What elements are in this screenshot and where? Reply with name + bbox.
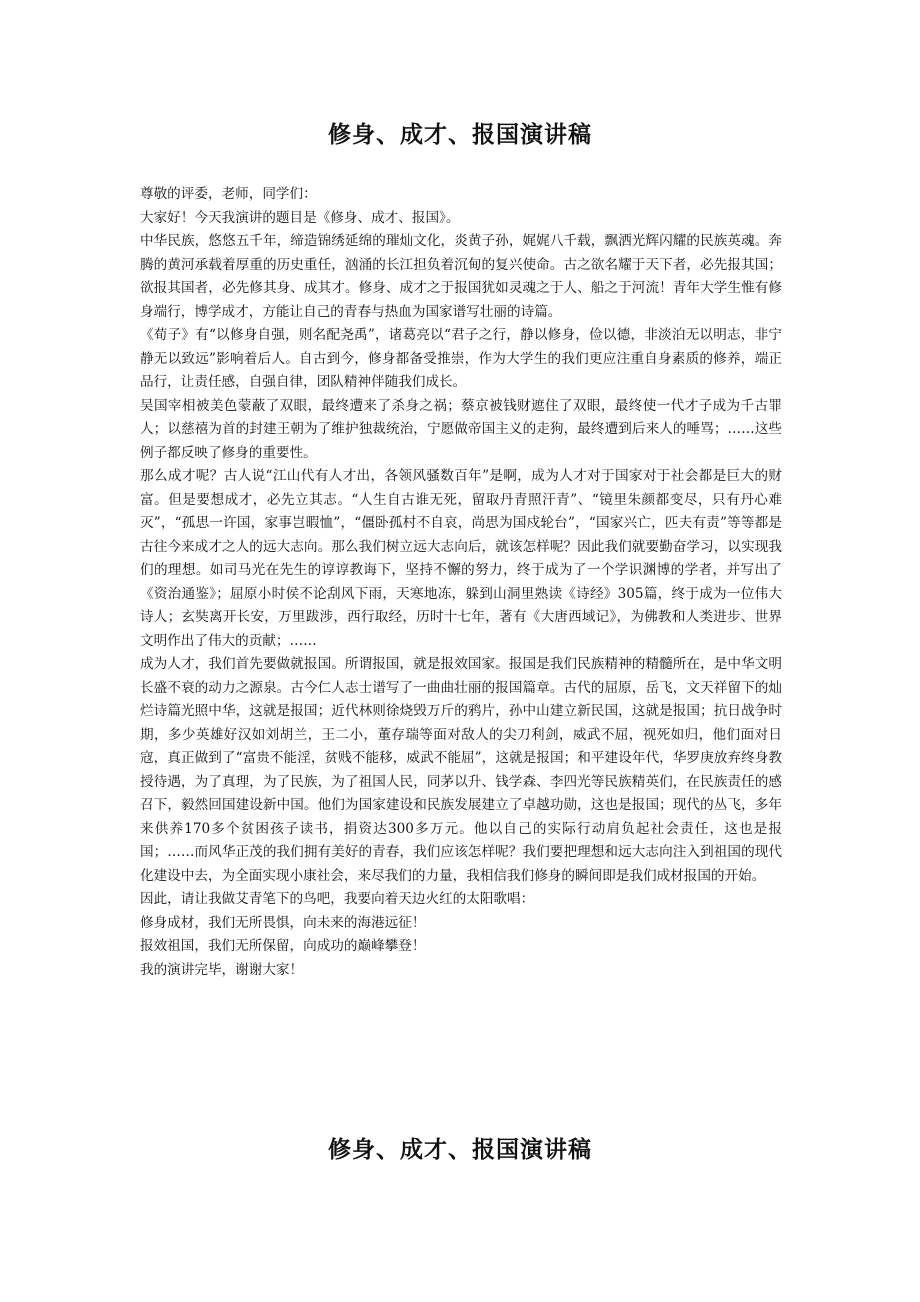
next-document-title: 修身、成才、报国演讲稿 [328,1136,592,1163]
intro-paragraph: 中华民族，悠悠五千年，缔造锦绣延绵的璀灿文化，炎黄子孙，娓娓八千载，飘洒光辉闪耀的民族英魂。奔腾的黄河承载着厚重的历史重任，汹涌的长江担负着沉甸的复兴使命。古之欲名耀于天下者，必先报其国；欲报其国者，必先修其身、成其才。修身、成才之于报国犹如灵魂之于人、船之于河流！青年大学生惟有修身端行，博学成才，方能让自己的青春与热血为国家谱写壮丽的诗篇。 [140,233,782,320]
bird-paragraph: 因此，请让我做艾青笔下的鸟吧，我要向着天边火红的太阳歌唱： [140,891,535,907]
salutation: 尊敬的评委，老师，同学们： [140,186,317,202]
examples-paragraph: 吴国宰相被美色蒙蔽了双眼，最终遭来了杀身之祸；蔡京被钱财遮住了双眼，最终使一代才子成为千古罪人；以慈禧为首的封建王朝为了维护独裁统治，宁愿做帝国主义的走狗，最终遭到后来人的唾骂；……这些例子都反映了修身的重要性。 [140,397,782,461]
closing-line-2: 报效祖国，我们无所保留，向成功的巅峰攀登！ [140,938,426,954]
serving-country-paragraph: 成为人才，我们首先要做就报国。所谓报国，就是报效国家。报国是我们民族精神的精髓所在，是中华文明长盛不衰的动力之源泉。古今仁人志士谱写了一曲曲壮丽的报国篇章。古代的屈原，岳飞，文天祥留下的灿烂诗篇光照中华，这就是报国；近代林则徐烧毁万斤的鸦片，孙中山建立新民国，这就是报国；抗日战争时期，多少英雄好汉如刘胡兰，王二小，董存瑞等面对敌人的尖刀利剑，威武不屈，视死如归，他们面对日寇，真正做到了“富贵不能淫，贫贱不能移，威武不能屈”，这就是报国；和平建设年代，华罗庚放弃终身教授待遇，为了真理，为了民族，为了祖国人民，同茅以升、钱学森、李四光等民族精英们，在民族责任的感召下，毅然回国建设新中国。他们为国家建设和民族发展建立了卓越功勋，这也是报国；现代的丛飞，多年来供养170多个贫困孩子读书，捐资达300多万元。他以自己的实际行动肩负起社会责任，这也是报国；……而风华正茂的我们拥有美好的青春，我们应该怎样呢？我们要把理想和远大志向注入到祖国的现代化建设中去，为全面实现小康社会，来尽我们的力量，我相信我们修身的瞬间即是我们成材报国的开始。 [140,656,782,884]
closing-line-1: 修身成材，我们无所畏惧，向未来的海港远征！ [140,914,426,931]
document-title: 修身、成才、报国演讲稿 [328,121,592,148]
greeting-paragraph: 大家好！今天我演讲的题目是《修身、成才、报国》。 [140,209,460,226]
self-cultivation-paragraph: 《荀子》有“以修身自强，则名配尧禹”，诸葛亮以“君子之行，静以修身，俭以德，非淡泊无以明志，非宁静无以致远”影响着后人。自古到今，修身都备受推崇，作为大学生的我们更应注重自身素质的修养，端正品行，让责任感，自强自律，团队精神伴随我们成长。 [140,327,782,390]
ending-line: 我的演讲完毕，谢谢大家！ [140,961,304,978]
becoming-talent-paragraph: 那么成才呢？古人说“江山代有人才出，各领风骚数百年”是啊，成为人才对于国家对于社会都是巨大的财富。但是要想成才，必先立其志。“人生自古谁无死，留取丹青照汗青”、“镜里朱颜都变尽，只有丹心难灭”，“孤思一许国，家事岂暇恤”，“僵卧孤村不自哀，尚思为国戍轮台”，“国家兴亡，匹夫有责”等等都是古往今来成才之人的远大志向。那么我们树立远大志向后，就该怎样呢？因此我们就要勤奋学习，以实现我们的理想。如司马光在先生的谆谆教诲下，坚持不懈的努力，终于成为了一个学识渊博的学者，并写出了《资治通鉴》；屈原小时侯不论刮风下雨，天寒地冻，躲到山洞里熟读《诗经》305篇，终于成为一位伟大诗人；玄奘离开长安，万里跋涉，西行取经，历时十七年，著有《大唐西域记》，为佛教和人类进步、世界文明作出了伟大的贡献；…… [140,468,782,649]
speech-body [140,183,782,982]
